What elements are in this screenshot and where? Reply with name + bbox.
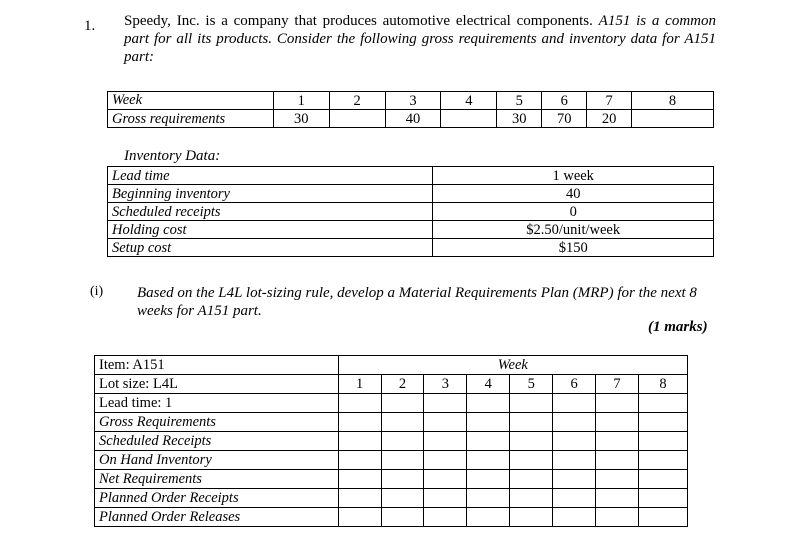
mrp-header-row (95, 356, 688, 375)
mrp-cell (638, 470, 687, 489)
gross-cell: 30 (497, 110, 542, 128)
mrp-row-label: On Hand Inventory (95, 451, 339, 470)
gross-cell (441, 110, 497, 128)
inventory-label: Holding cost (108, 221, 433, 239)
mrp-week-cell: 5 (510, 375, 553, 394)
mrp-cell (424, 394, 467, 413)
mrp-cell (638, 413, 687, 432)
week-cell: 4 (441, 92, 497, 110)
inventory-row (108, 239, 714, 257)
mrp-cell (467, 470, 510, 489)
mrp-cell (338, 394, 381, 413)
mrp-cell (510, 508, 553, 527)
mrp-cell (510, 451, 553, 470)
gross-cell (632, 110, 714, 128)
mrp-cell (553, 432, 596, 451)
mrp-row-label: Scheduled Receipts (95, 432, 339, 451)
sub-question-text: Based on the L4L lot-sizing rule, develop a Material Requirements Plan (MRP) for the next 8 weeks for A151 part. (137, 285, 697, 319)
inventory-value: $2.50/unit/week (433, 221, 714, 239)
mrp-table (94, 355, 688, 527)
question-number: 1. (84, 18, 96, 34)
mrp-cell (424, 508, 467, 527)
mrp-cell (381, 508, 424, 527)
mrp-week-cell: 4 (467, 375, 510, 394)
mrp-lead-row (95, 394, 688, 413)
mrp-cell (467, 451, 510, 470)
mrp-cell (467, 508, 510, 527)
gross-cell: 30 (273, 110, 329, 128)
week-cell: 6 (542, 92, 587, 110)
mrp-cell (510, 489, 553, 508)
mrp-week-cell: 6 (553, 375, 596, 394)
question-text-italic: A151 is a common part for all its products. Consider the following gross requirements and inventory data for A151 part: (124, 13, 716, 65)
item-label: Item: A151 (95, 356, 339, 375)
mrp-cell (553, 470, 596, 489)
lot-size-label: Lot size: L4L (95, 375, 339, 394)
mrp-week-row (95, 375, 688, 394)
week-cell: 2 (329, 92, 385, 110)
mrp-cell (638, 432, 687, 451)
mrp-week-label: Week (338, 356, 687, 375)
mrp-week-cell: 1 (338, 375, 381, 394)
inventory-row (108, 203, 714, 221)
mrp-cell (638, 451, 687, 470)
mrp-cell (553, 508, 596, 527)
week-cell: 7 (587, 92, 632, 110)
gross-cell: 40 (385, 110, 441, 128)
mrp-row (95, 451, 688, 470)
mrp-cell (510, 432, 553, 451)
mrp-cell (381, 394, 424, 413)
mrp-cell (638, 489, 687, 508)
mrp-row-label: Planned Order Receipts (95, 489, 339, 508)
mrp-row-label: Net Requirements (95, 470, 339, 489)
gross-label: Gross requirements (108, 110, 274, 128)
inventory-row (108, 221, 714, 239)
inventory-value: $150 (433, 239, 714, 257)
mrp-cell (596, 508, 639, 527)
inventory-label: Lead time (108, 167, 433, 185)
mrp-cell (553, 451, 596, 470)
mrp-cell (596, 489, 639, 508)
mrp-cell (553, 413, 596, 432)
mrp-week-cell: 3 (424, 375, 467, 394)
mrp-cell (596, 451, 639, 470)
mrp-cell (510, 394, 553, 413)
mrp-cell (338, 470, 381, 489)
mrp-cell (338, 489, 381, 508)
mrp-cell (638, 394, 687, 413)
mrp-row-label: Gross Requirements (95, 413, 339, 432)
mrp-cell (381, 470, 424, 489)
mrp-cell (467, 413, 510, 432)
inventory-row (108, 167, 714, 185)
mrp-cell (338, 413, 381, 432)
mrp-cell (424, 489, 467, 508)
inventory-title: Inventory Data: (124, 148, 221, 164)
question-text (124, 12, 716, 66)
mrp-row-label: Planned Order Releases (95, 508, 339, 527)
mrp-cell (381, 451, 424, 470)
mrp-cell (381, 413, 424, 432)
mrp-cell (338, 432, 381, 451)
mrp-cell (638, 508, 687, 527)
week-cell: 8 (632, 92, 714, 110)
mrp-cell (553, 489, 596, 508)
week-cell: 1 (273, 92, 329, 110)
week-label: Week (108, 92, 274, 110)
gross-cell: 70 (542, 110, 587, 128)
mrp-cell (467, 432, 510, 451)
inventory-value: 40 (433, 185, 714, 203)
mrp-cell (596, 470, 639, 489)
mrp-cell (424, 413, 467, 432)
mrp-row (95, 470, 688, 489)
lead-time-label: Lead time: 1 (95, 394, 339, 413)
mrp-cell (596, 432, 639, 451)
mrp-cell (424, 451, 467, 470)
mrp-week-cell: 2 (381, 375, 424, 394)
mrp-cell (424, 432, 467, 451)
inventory-label: Scheduled receipts (108, 203, 433, 221)
mrp-week-cell: 8 (638, 375, 687, 394)
mrp-cell (596, 413, 639, 432)
mrp-cell (510, 413, 553, 432)
inventory-label: Beginning inventory (108, 185, 433, 203)
mrp-row (95, 489, 688, 508)
mrp-row (95, 413, 688, 432)
mrp-row (95, 508, 688, 527)
mrp-cell (338, 451, 381, 470)
week-cell: 3 (385, 92, 441, 110)
mrp-cell (467, 394, 510, 413)
mrp-cell (338, 508, 381, 527)
week-cell: 5 (497, 92, 542, 110)
inventory-table (107, 166, 714, 257)
mrp-cell (553, 394, 596, 413)
gross-requirements-table (107, 91, 714, 128)
gross-cell: 20 (587, 110, 632, 128)
mrp-row (95, 432, 688, 451)
mrp-cell (424, 470, 467, 489)
inventory-row (108, 185, 714, 203)
mrp-week-cell: 7 (596, 375, 639, 394)
gross-cell (329, 110, 385, 128)
mrp-cell (596, 394, 639, 413)
inventory-value: 1 week (433, 167, 714, 185)
week-row (108, 92, 714, 110)
marks-label: (1 marks) (648, 319, 708, 335)
inventory-value: 0 (433, 203, 714, 221)
sub-question-number: (i) (90, 284, 104, 299)
inventory-label: Setup cost (108, 239, 433, 257)
gross-row (108, 110, 714, 128)
mrp-cell (381, 432, 424, 451)
question-text-plain: Speedy, Inc. is a company that produces automotive electrical components. (124, 13, 593, 29)
mrp-cell (510, 470, 553, 489)
mrp-cell (381, 489, 424, 508)
mrp-cell (467, 489, 510, 508)
